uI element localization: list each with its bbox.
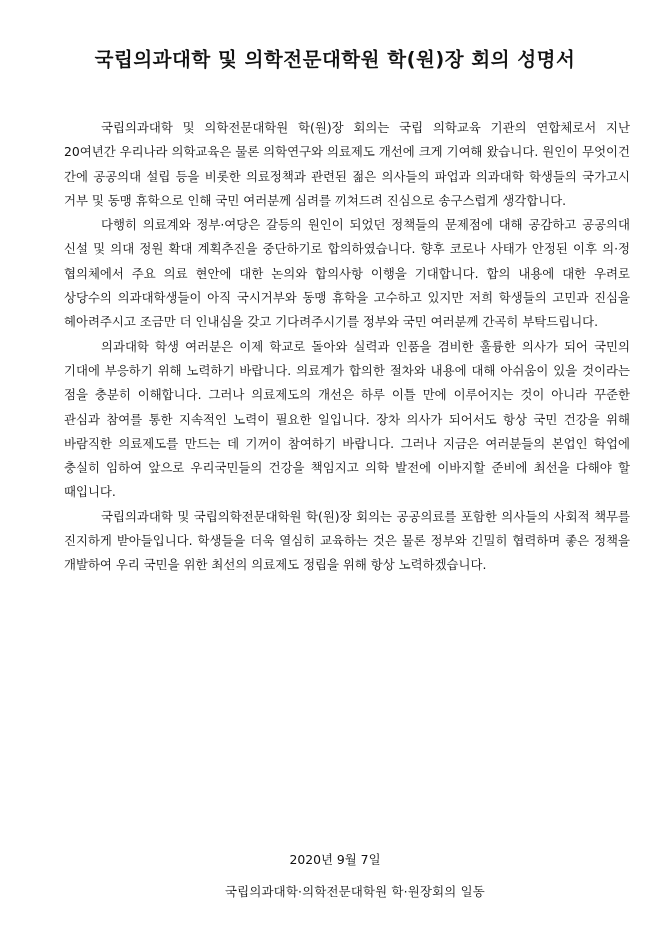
paragraph-3: 의과대학 학생 여러분은 이제 학교로 돌아와 실력과 인품을 겸비한 훌륭한 의사가 되어 국민의 기대에 부응하기 위해 노력하기 바랍니다. 의료계가 합의한 절차와 내용에 대해 아쉬움이 있을 것이라는 점을 충분히 이해합니다. 그러나 의료제도의 개선은 하루 이틀 만에 이루어지는 것이 아니라 꾸준한 관심과 참여를 통한 지속적인 노력이 필요한 일입니다. 장차 의사가 되어서도 항상 국민 건강을 위해 바람직한 의료제도를 만드는 데 기꺼이 참여하기 바랍니다. 그러나 지금은 여러분들의 본업인 학업에 충실히 임하여 앞으로 우리국민들의 건강을 책임지고 의학 발전에 이바지할 준비에 최선을 다해야 할 때입니다. [64,338,630,500]
paragraph-4: 국립의과대학 및 국립의학전문대학원 학(원)장 회의는 공공의료를 포함한 의사들의 사회적 책무를 진지하게 받아들입니다. 학생들을 더욱 열심히 교육하는 것은 물론 정부와 긴밀히 협력하며 좋은 정책을 개발하여 우리 국민을 위한 최선의 의료제도 정립을 위해 항상 노력하겠습니다. [64,508,630,573]
document-title: 국립의과대학 및 의학전문대학원 학(원)장 회의 성명서 [94,48,576,71]
statement-body [64,116,630,578]
paragraph-2: 다행히 의료계와 정부·여당은 갈등의 원인이 되었던 정책들의 문제점에 대해 공감하고 공공의대 신설 및 의대 정원 확대 계획추진을 중단하기로 합의하였습니다. 향후 코로나 사태가 안정된 이후 의·정 협의체에서 주요 의료 현안에 대한 논의와 합의사항 이행을 기대합니다. 합의 내용에 대한 우려로 상당수의 의과대학생들이 아직 국시거부와 동맹 휴학을 고수하고 있지만 저희 학생들의 고민과 진심을 헤아려주시고 조금만 더 인내심을 갖고 기다려주시기를 정부와 국민 여러분께 간곡히 부탁드립니다. [64,217,630,330]
statement-date: 2020년 9월 7일 [289,852,381,867]
paragraph-1: 국립의과대학 및 의학전문대학원 학(원)장 회의는 국립 의학교육 기관의 연합체로서 지난 20여년간 우리나라 의학교육은 물론 의학연구와 의료제도 개선에 크게 기여해 왔습니다. 원인이 무엇이건 간에 공공의대 설립 등을 비롯한 의료정책과 관련된 젊은 의사들의 파업과 의과대학 학생들의 국가고시 거부 및 동맹 휴학으로 인해 국민 여러분께 심려를 끼쳐드려 진심으로 송구스럽게 생각합니다. [64,120,630,208]
signatory: 국립의과대학·의학전문대학원 학·원장회의 일동 [225,884,485,899]
